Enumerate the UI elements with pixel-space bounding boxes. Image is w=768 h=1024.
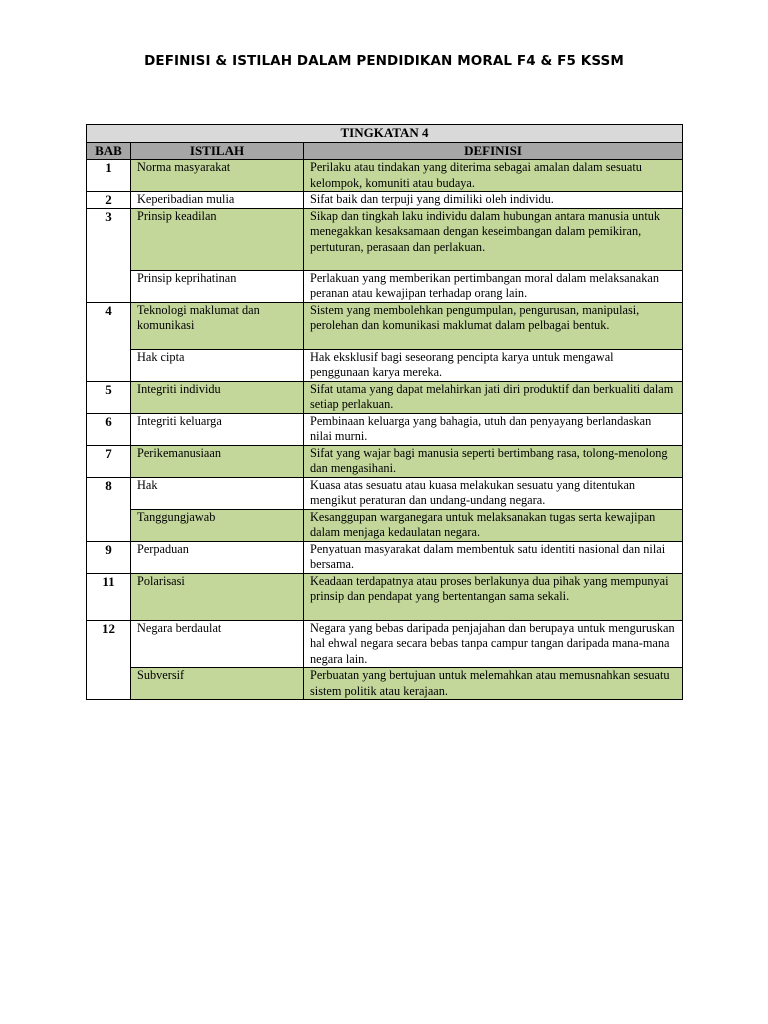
definition-cell: Pembinaan keluarga yang bahagia, utuh dan penyayang berlandaskan nilai murni. <box>304 413 683 445</box>
term-cell: Perpaduan <box>131 541 304 573</box>
term-cell: Subversif <box>131 668 304 700</box>
table-row <box>87 541 683 573</box>
bab-cell: 3 <box>87 208 131 302</box>
table-row <box>87 445 683 477</box>
bab-cell: 6 <box>87 413 131 445</box>
definition-cell: Sikap dan tingkah laku individu dalam hubungan antara manusia untuk menegakkan kesaksamaan dengan keseimbangan dalam pemikiran, pertuturan, perasaan dan perlakuan. <box>304 208 683 270</box>
document-title: DEFINISI & ISTILAH DALAM PENDIDIKAN MORAL F4 & F5 KSSM <box>144 53 624 69</box>
term-cell: Hak cipta <box>131 349 304 381</box>
bab-cell: 2 <box>87 192 131 209</box>
definition-cell: Sistem yang membolehkan pengumpulan, pengurusan, manipulasi, perolehan dan komunikasi maklumat dalam pelbagai bentuk. <box>304 302 683 349</box>
term-cell: Hak <box>131 477 304 509</box>
bab-cell: 4 <box>87 302 131 381</box>
term-cell: Prinsip keadilan <box>131 208 304 270</box>
table-row <box>87 349 683 381</box>
bab-cell: 9 <box>87 541 131 573</box>
definition-cell: Perilaku atau tindakan yang diterima sebagai amalan dalam sesuatu kelompok, komuniti atau budaya. <box>304 160 683 192</box>
term-cell: Perikemanusiaan <box>131 445 304 477</box>
table-row <box>87 160 683 192</box>
column-header-bab: BAB <box>87 143 131 160</box>
term-cell: Polarisasi <box>131 573 304 620</box>
table-row <box>87 477 683 509</box>
term-cell: Teknologi maklumat dan komunikasi <box>131 302 304 349</box>
definitions-table <box>86 124 683 700</box>
term-cell: Keperibadian mulia <box>131 192 304 209</box>
definition-cell: Negara yang bebas daripada penjajahan dan berupaya untuk menguruskan hal ehwal negara secara bebas tanpa campur tangan daripada mana-mana negara lain. <box>304 620 683 668</box>
table-row <box>87 208 683 270</box>
column-header-definisi: DEFINISI <box>304 143 683 160</box>
term-cell: Prinsip keprihatinan <box>131 270 304 302</box>
definition-cell: Keadaan terdapatnya atau proses berlakunya dua pihak yang mempunyai prinsip dan pendapat yang bertentangan sama sekali. <box>304 573 683 620</box>
table-row <box>87 381 683 413</box>
definition-cell: Perbuatan yang bertujuan untuk melemahkan atau memusnahkan sesuatu sistem politik atau kerajaan. <box>304 668 683 700</box>
table-row <box>87 413 683 445</box>
definition-cell: Kuasa atas sesuatu atau kuasa melakukan sesuatu yang ditentukan mengikut peraturan dan undang-undang negara. <box>304 477 683 509</box>
level-heading: TINGKATAN 4 <box>87 125 683 143</box>
bab-cell: 5 <box>87 381 131 413</box>
bab-cell: 1 <box>87 160 131 192</box>
term-cell: Integriti individu <box>131 381 304 413</box>
definition-cell: Penyatuan masyarakat dalam membentuk satu identiti nasional dan nilai bersama. <box>304 541 683 573</box>
column-header-istilah: ISTILAH <box>131 143 304 160</box>
table-row <box>87 509 683 541</box>
definition-cell: Sifat baik dan terpuji yang dimiliki oleh individu. <box>304 192 683 209</box>
bab-cell: 8 <box>87 477 131 541</box>
definition-cell: Kesanggupan warganegara untuk melaksanakan tugas serta kewajipan dalam menjaga kedaulatan negara. <box>304 509 683 541</box>
bab-cell: 12 <box>87 620 131 700</box>
definition-cell: Hak eksklusif bagi seseorang pencipta karya untuk mengawal penggunaan karya mereka. <box>304 349 683 381</box>
definition-cell: Perlakuan yang memberikan pertimbangan moral dalam melaksanakan peranan atau kewajipan terhadap orang lain. <box>304 270 683 302</box>
term-cell: Negara berdaulat <box>131 620 304 668</box>
term-cell: Norma masyarakat <box>131 160 304 192</box>
table-row <box>87 668 683 700</box>
table-row <box>87 270 683 302</box>
bab-cell: 7 <box>87 445 131 477</box>
term-cell: Integriti keluarga <box>131 413 304 445</box>
table-row <box>87 573 683 620</box>
term-cell: Tanggungjawab <box>131 509 304 541</box>
table-row <box>87 302 683 349</box>
table-row <box>87 620 683 668</box>
definition-cell: Sifat utama yang dapat melahirkan jati diri produktif dan berkualiti dalam setiap perlakuan. <box>304 381 683 413</box>
table-row <box>87 192 683 209</box>
definition-cell: Sifat yang wajar bagi manusia seperti bertimbang rasa, tolong-menolong dan mengasihani. <box>304 445 683 477</box>
bab-cell: 11 <box>87 573 131 620</box>
